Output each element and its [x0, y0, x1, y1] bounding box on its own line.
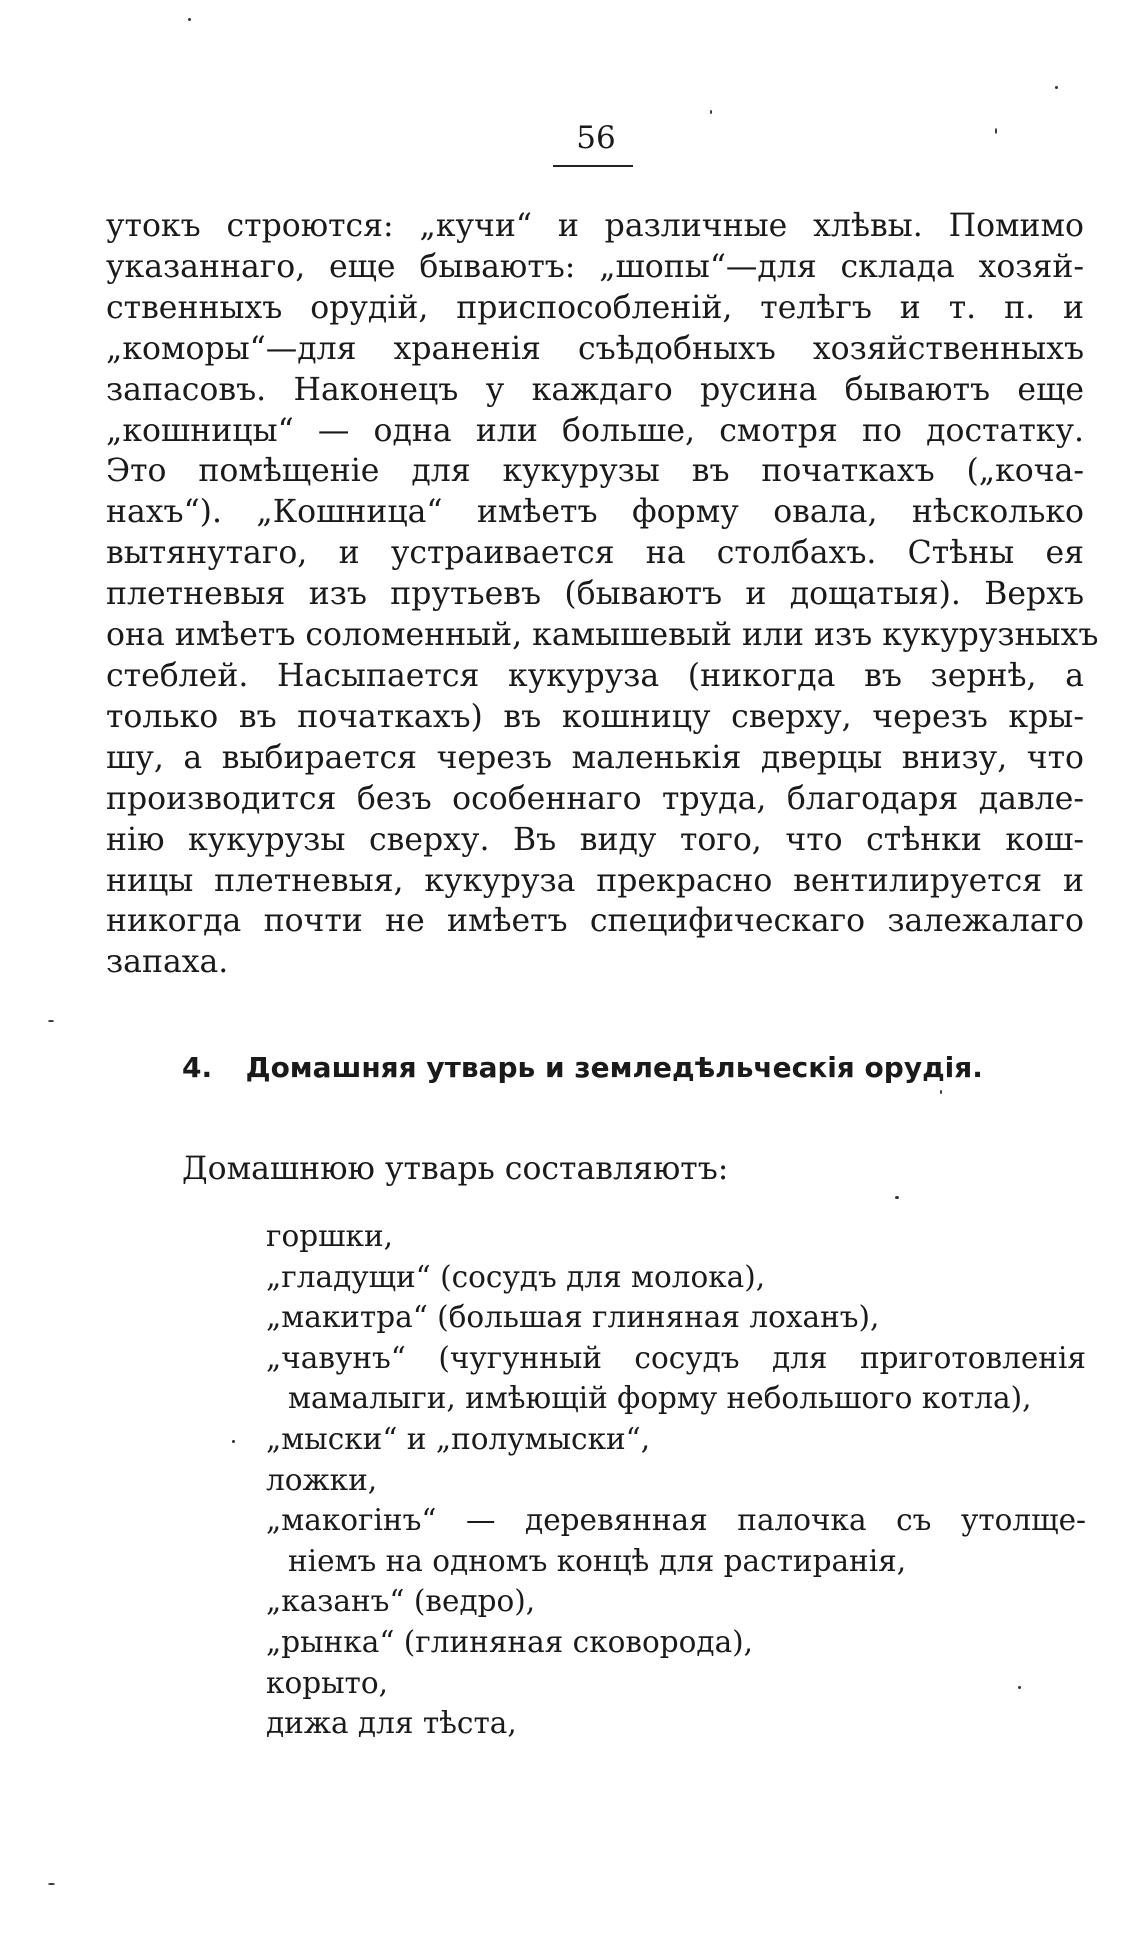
page-number-underline — [553, 165, 633, 167]
list-item-continuation: ніемъ на одномъ концѣ для растиранія, — [288, 1543, 907, 1578]
paragraph-line: утокъ строются: „кучи“ и различные хлѣвы. Помимо — [106, 208, 1084, 244]
paragraph-line: Это помѣщеніе для кукурузы въ початкахъ („коча- — [106, 453, 1084, 490]
paragraph-line: шу, а выбирается черезъ маленькія дверцы внизу, что — [106, 739, 1084, 776]
list-item — [266, 1338, 1086, 1419]
list-item-line: „рынка“ (глиняная сковорода), — [266, 1624, 754, 1659]
scan-speck — [188, 18, 191, 21]
scan-speck — [232, 1440, 235, 1443]
list-item — [266, 1581, 1086, 1622]
paragraph-line: запаха. — [106, 944, 229, 981]
paragraph-line: указаннаго, еще бываютъ: „шопы“—для склада хозяй- — [106, 248, 1084, 285]
paragraph-line: ницы плетневыя, кукуруза прекрасно вентилируется и — [106, 862, 1084, 899]
scan-speck — [48, 1020, 54, 1022]
list-item-line: горшки, — [266, 1219, 394, 1253]
lead-sentence: Домашнюю утварь составляютъ: — [182, 1151, 729, 1187]
list-item-line: дижа для тѣста, — [266, 1706, 517, 1741]
scan-speck — [995, 128, 997, 134]
paragraph-line: ственныхъ орудій, приспособленій, телѣгъ и т. п. и — [106, 289, 1084, 326]
paragraph-line: плетневыя изъ прутьевъ (бываютъ и дощатыя). Верхъ — [106, 576, 1084, 613]
section-heading — [182, 1048, 1082, 1088]
paragraph-line: запасовъ. Наконецъ у каждаго русина бываютъ еще — [106, 371, 1084, 408]
list-item — [266, 1663, 1086, 1704]
paragraph-line: только въ початкахъ) въ кошницу сверху, черезъ кры- — [106, 698, 1084, 735]
scan-speck — [1055, 86, 1058, 89]
list-item — [266, 1703, 1086, 1744]
list-item-line: „мыски“ и „полумыски“, — [266, 1421, 651, 1456]
list-item — [266, 1500, 1086, 1581]
scan-speck — [48, 1883, 55, 1885]
scan-speck — [895, 1196, 899, 1199]
section-number: 4. — [182, 1051, 213, 1084]
scan-speck — [940, 1090, 942, 1094]
list-item-line: „гладущи“ (сосудъ для молока), — [266, 1259, 766, 1294]
paragraph-line: нію кукурузы сверху. Въ виду того, что стѣнки кош- — [106, 821, 1084, 858]
paragraph-line: нахъ“). „Кошница“ имѣетъ форму овала, нѣсколько — [106, 494, 1084, 531]
list-item-continuation: мамалыги, имѣющій форму небольшого котла), — [288, 1381, 1032, 1416]
utensil-list — [266, 1216, 1086, 1744]
paragraph-line: стеблей. Насыпается кукуруза (никогда въ зернѣ, а — [106, 657, 1084, 694]
list-item-line: „казанъ“ (ведро), — [266, 1584, 536, 1619]
list-item — [266, 1419, 1086, 1460]
list-item-line: ложки, — [266, 1462, 378, 1497]
paragraph-line: „коморы“—для храненія съѣдобныхъ хозяйственныхъ — [106, 330, 1084, 367]
list-item-line: „макогінъ“ — деревянная палочка съ утолще- — [266, 1503, 1086, 1538]
body-paragraph — [106, 206, 1099, 983]
list-item-line: корыто, — [266, 1665, 389, 1700]
list-item — [266, 1460, 1086, 1501]
list-item — [266, 1257, 1086, 1298]
paragraph-line: производится безъ особеннаго труда, благодаря давле- — [106, 780, 1084, 817]
paragraph-line: „кошницы“ — одна или больше, смотря по достатку. — [106, 412, 1084, 449]
paragraph-line: она имѣетъ соломенный, камышевый или изъ кукурузныхъ — [106, 617, 1099, 654]
list-item-line: „чавунъ“ (чугунный сосудъ для приготовленія — [266, 1340, 1086, 1375]
scan-speck — [1018, 1686, 1021, 1689]
paragraph-line: вытянутаго, и устраивается на столбахъ. Стѣны ея — [106, 535, 1084, 572]
list-item — [266, 1297, 1086, 1338]
section-title: Домашняя утварь и земледѣльческія орудія. — [245, 1051, 983, 1084]
list-item-line: „макитра“ (большая глиняная лоханъ), — [266, 1300, 880, 1335]
scan-speck — [710, 110, 712, 114]
list-item — [266, 1216, 1086, 1257]
page-number: 56 — [576, 120, 616, 156]
paragraph-line: никогда почти не имѣетъ специфическаго залежалаго — [106, 903, 1084, 940]
list-item — [266, 1622, 1086, 1663]
